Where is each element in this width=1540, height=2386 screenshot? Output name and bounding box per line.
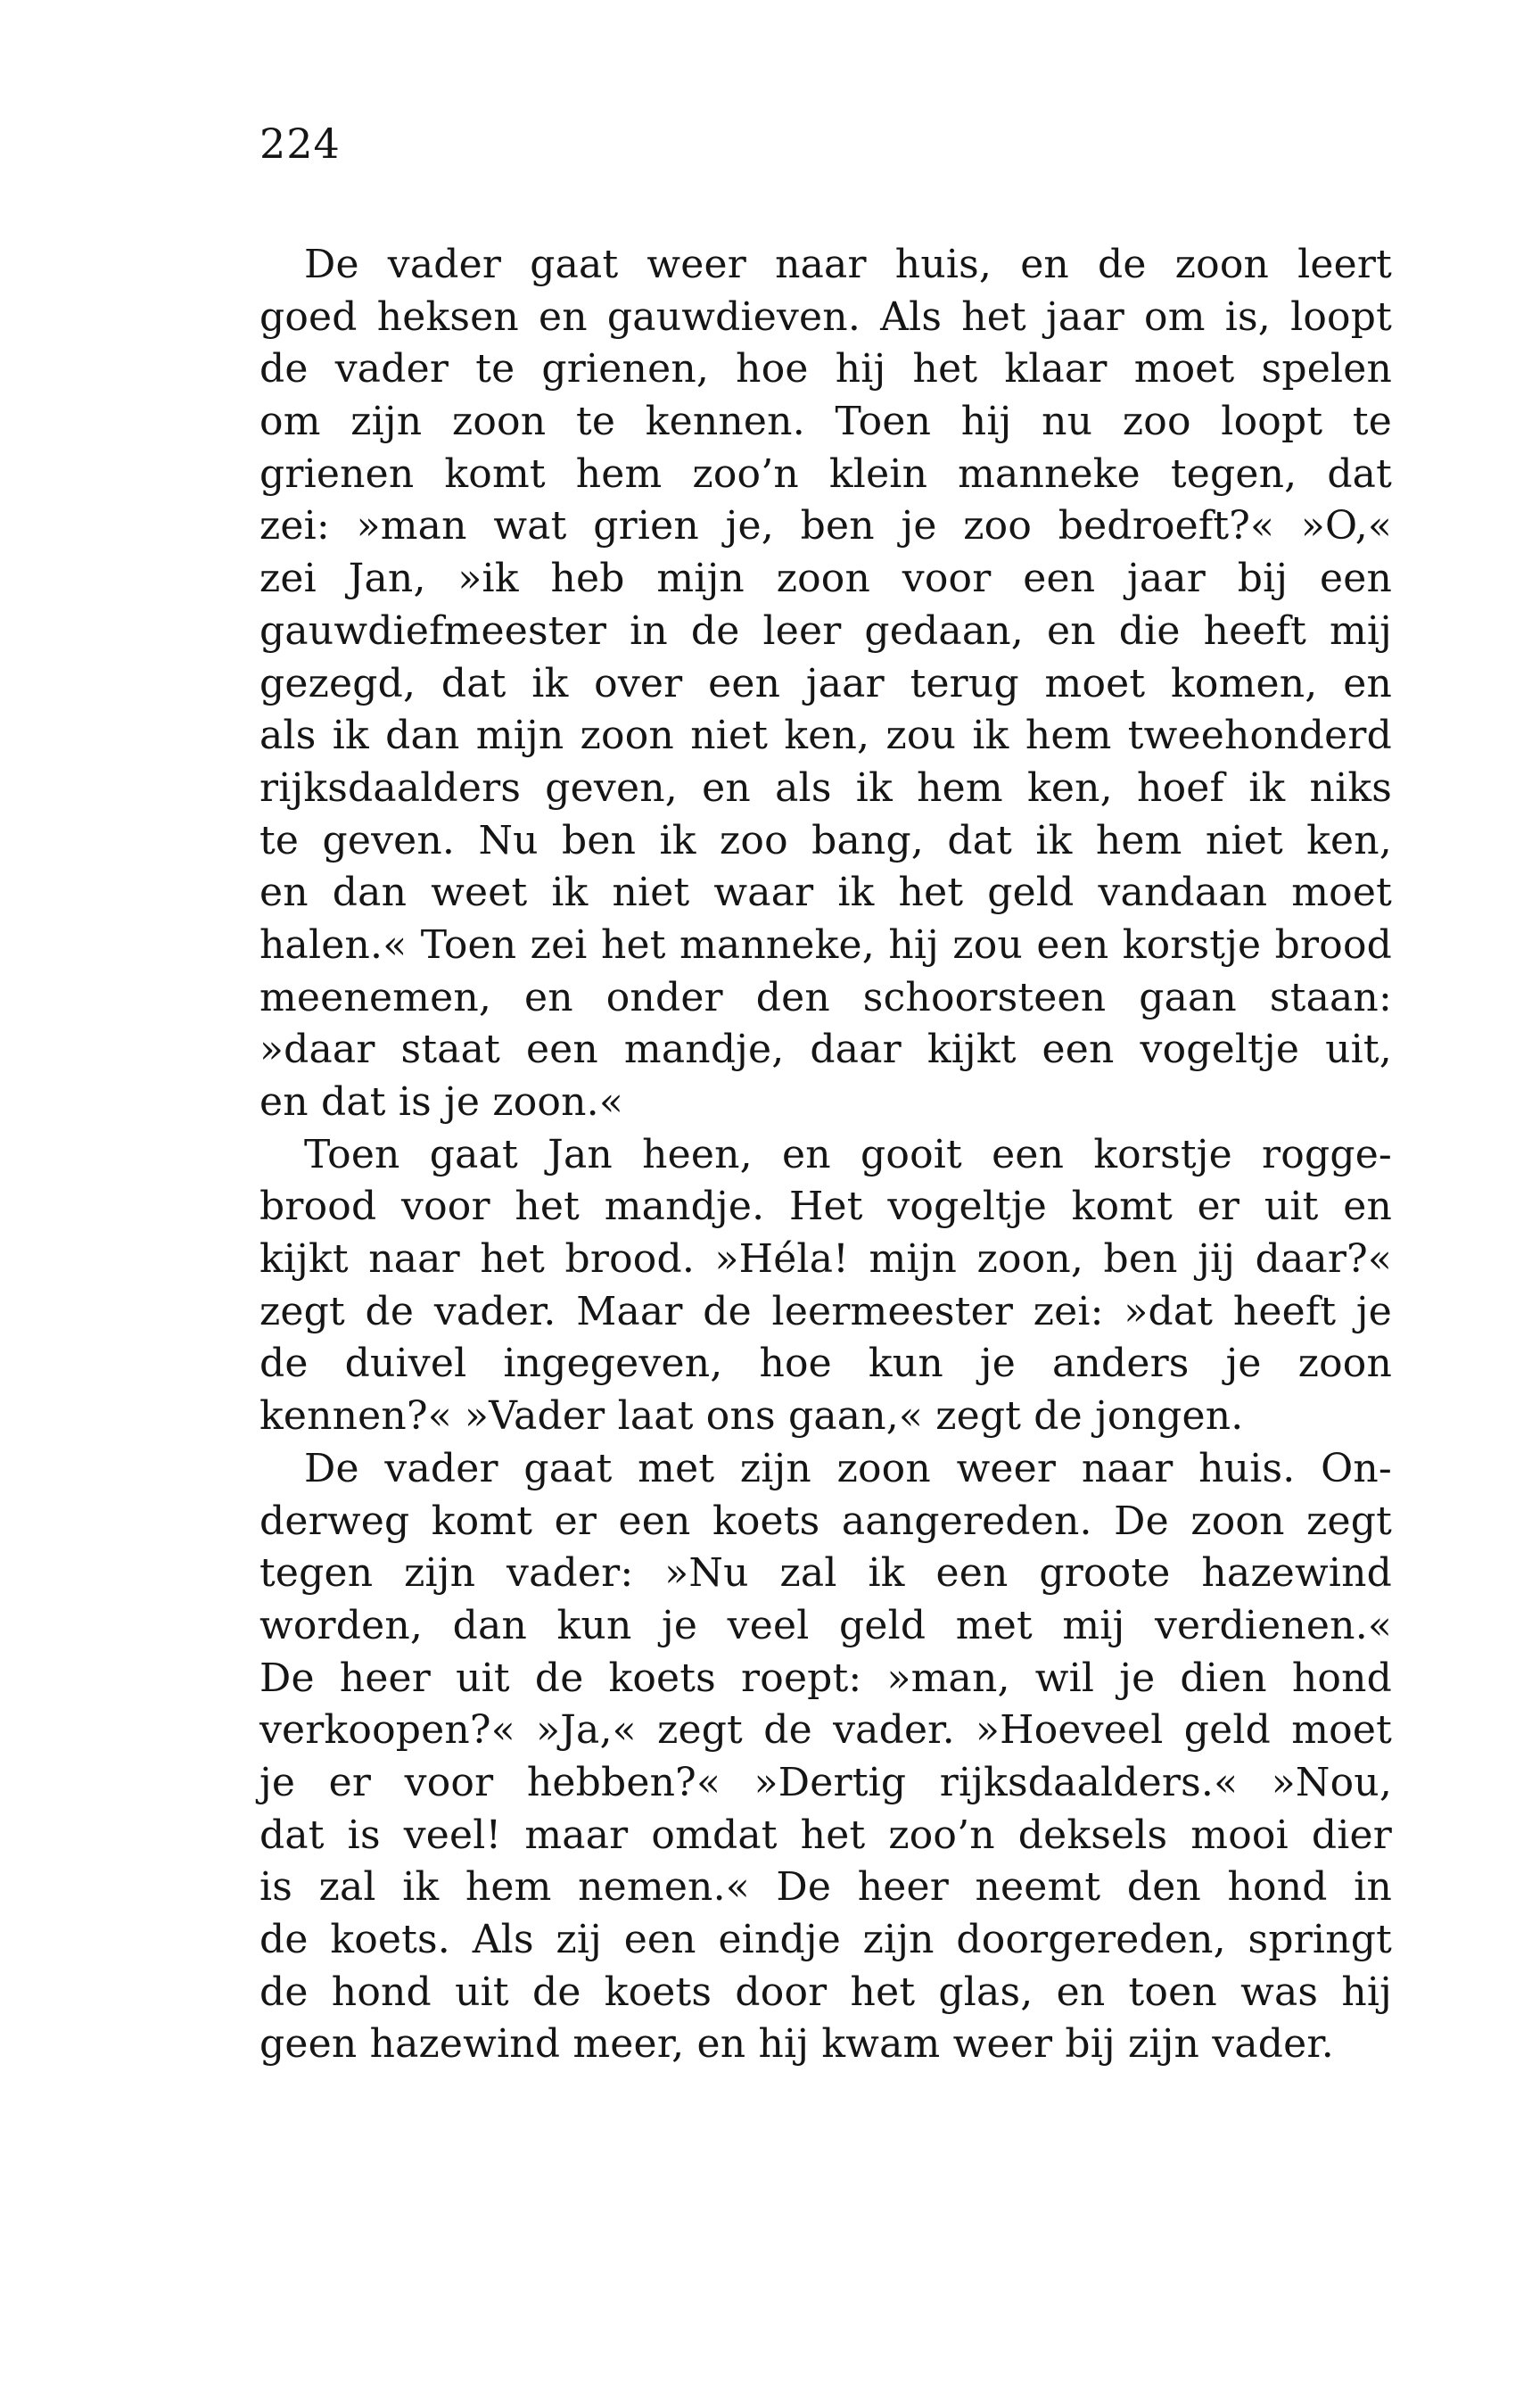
text-line: de hond uit de koets door het glas, en toen was hij — [259, 1969, 1392, 2015]
text-line: De heer uit de koets roept: »man, wil je dien hond — [259, 1655, 1392, 1701]
text-line: goed heksen en gauwdieven. Als het jaar om is, loopt — [259, 293, 1392, 340]
text-line: gauwdiefmeester in de leer gedaan, en die heeft mij — [259, 607, 1392, 654]
text-line: brood voor het mandje. Het vogeltje komt er uit en — [259, 1184, 1392, 1230]
text-line: verkoopen?« »Ja,« zegt de vader. »Hoeveel geld moet — [259, 1707, 1392, 1754]
text-line: zegt de vader. Maar de leermeester zei: »dat heeft je — [259, 1288, 1392, 1334]
text-line: kijkt naar het brood. »Héla! mijn zoon, ben jij daar?« — [259, 1236, 1392, 1283]
paragraph — [259, 1129, 1392, 1443]
text-line: derweg komt er een koets aangereden. De zoon zegt — [259, 1498, 1392, 1544]
text-line: de duivel ingegeven, hoe kun je anders je zoon — [259, 1341, 1392, 1387]
text-line: grienen komt hem zoo’n klein manneke tegen, dat — [259, 450, 1392, 497]
text-line: en dat is je zoon.« — [259, 1079, 623, 1125]
text-line: »daar staat een mandje, daar kijkt een vogeltje uit, — [259, 1027, 1392, 1073]
text-line: en dan weet ik niet waar ik het geld vandaan moet — [259, 870, 1392, 916]
text-line: als ik dan mijn zoon niet ken, zou ik hem tweehonderd — [259, 713, 1392, 759]
text-line: kennen?« »Vader laat ons gaan,« zegt de jongen. — [259, 1393, 1244, 1440]
text-line: dat is veel! maar omdat het zoo’n deksels mooi dier — [259, 1812, 1392, 1858]
text-line: te geven. Nu ben ik zoo bang, dat ik hem niet ken, — [259, 817, 1392, 863]
text-line: is zal ik hem nemen.« De heer neemt den hond in — [259, 1864, 1392, 1911]
text-line: tegen zijn vader: »Nu zal ik een groote hazewind — [259, 1550, 1392, 1597]
text-line: halen.« Toen zei het manneke, hij zou een korstje brood — [259, 921, 1392, 968]
text-line: rijksdaalders geven, en als ik hem ken, hoef ik niks — [259, 764, 1392, 811]
body-text — [259, 239, 1392, 2071]
page-number: 224 — [259, 120, 341, 168]
text-line: om zijn zoon te kennen. Toen hij nu zoo loopt te — [259, 399, 1392, 445]
paragraph — [259, 1443, 1392, 2071]
text-line: de koets. Als zij een eindje zijn doorgereden, springt — [259, 1917, 1392, 1962]
text-line: je er voor hebben?« »Dertig rijksdaalders.« »Nou, — [259, 1759, 1392, 1805]
text-line: geen hazewind meer, en hij kwam weer bij zijn vader. — [259, 2021, 1334, 2068]
text-line: zei Jan, »ik heb mijn zoon voor een jaar bij een — [259, 556, 1392, 602]
text-line: De vader gaat met zijn zoon weer naar huis. On- — [304, 1445, 1392, 1491]
text-line: De vader gaat weer naar huis, en de zoon leert — [304, 242, 1392, 287]
text-line: Toen gaat Jan heen, en gooit een korstje rogge- — [304, 1131, 1392, 1177]
text-line: gezegd, dat ik over een jaar terug moet komen, en — [259, 660, 1392, 706]
text-line: de vader te grienen, hoe hij het klaar moet spelen — [259, 346, 1392, 392]
paragraph — [259, 239, 1392, 1129]
text-line: meenemen, en onder den schoorsteen gaan staan: — [259, 974, 1392, 1020]
text-line: zei: »man wat grien je, ben je zoo bedroeft?« »O,« — [259, 503, 1392, 549]
text-line: worden, dan kun je veel geld met mij verdienen.« — [259, 1602, 1392, 1648]
